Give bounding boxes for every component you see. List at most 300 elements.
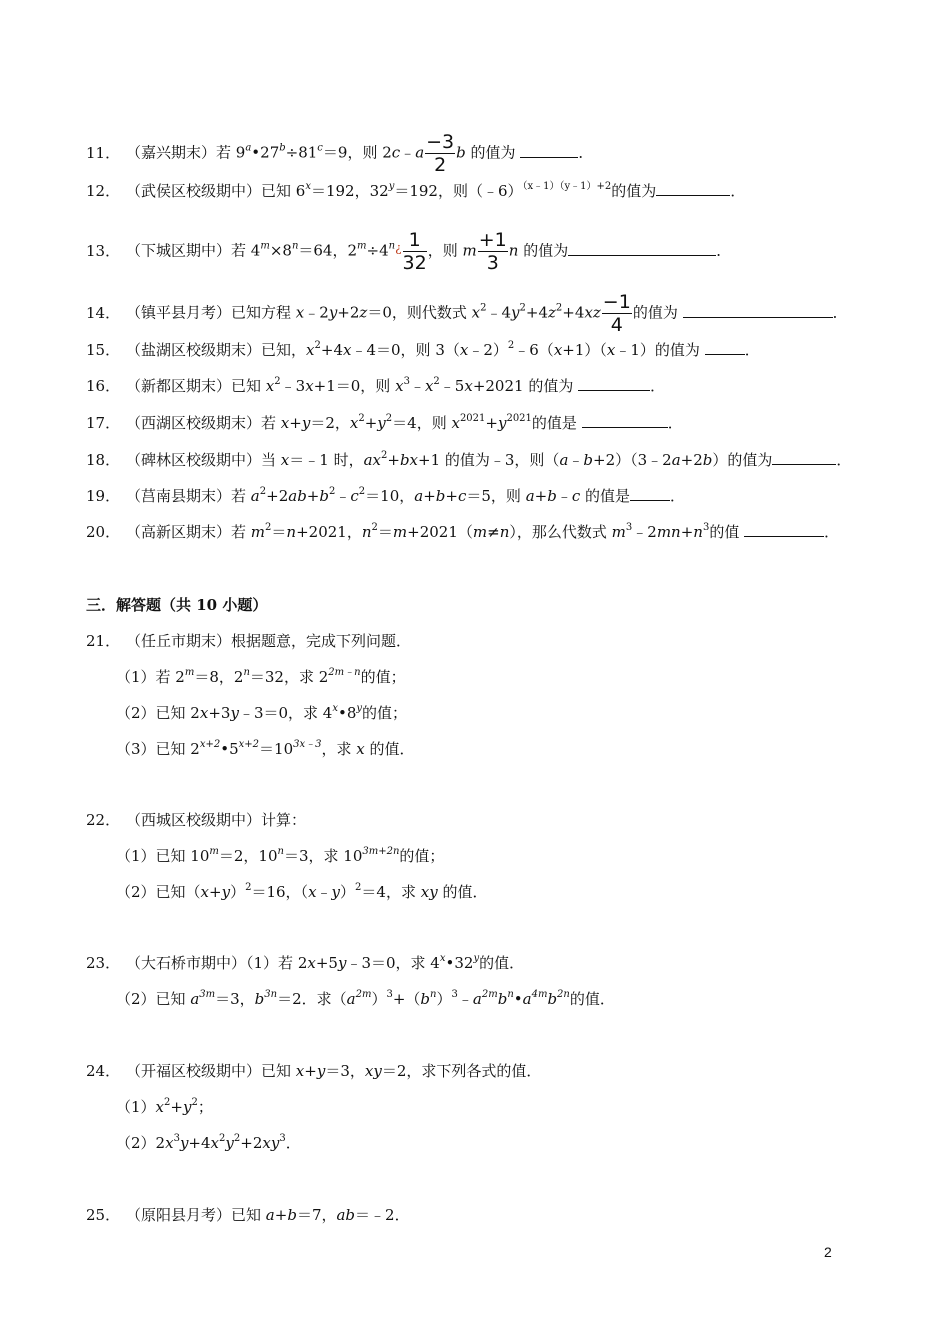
text-segment: 计算： — [261, 811, 307, 829]
question-21-part-1 — [116, 667, 406, 687]
text-segment: +（ — [392, 990, 421, 1008]
text-segment: ×8 — [269, 241, 292, 260]
superscript: 2 — [358, 413, 365, 424]
text-segment: ﹣2） — [468, 341, 508, 359]
text-segment: ﹣ — [568, 451, 584, 469]
superscript: 2 — [358, 486, 366, 497]
superscript: （x﹣1）（y﹣1）+2 — [522, 181, 612, 192]
math-variable: y — [221, 883, 231, 901]
math-variable: m — [462, 241, 477, 260]
text-segment: 当 — [261, 451, 281, 469]
math-variable: x — [606, 341, 616, 359]
text-segment: 24． — [86, 1062, 121, 1080]
answer-blank[interactable] — [656, 181, 730, 196]
text-segment: •5 — [220, 740, 239, 758]
question-18 — [86, 450, 851, 470]
answer-blank[interactable] — [578, 376, 650, 391]
question-12 — [86, 181, 745, 201]
superscript — [260, 241, 269, 252]
math-variable: x — [280, 451, 290, 469]
math-variable: y — [179, 1134, 189, 1152]
text-segment: 已知， — [261, 341, 307, 359]
question-11 — [86, 131, 593, 176]
text-segment: ＝10， — [365, 487, 415, 505]
math-variable: x — [395, 377, 404, 395]
math-variable: a — [250, 487, 260, 505]
superscript — [293, 739, 321, 750]
text-segment: 22． — [86, 811, 121, 829]
text-segment: ﹣ — [400, 143, 416, 162]
text-segment: 12． — [86, 182, 121, 200]
math-variable: y — [182, 1098, 192, 1116]
answer-blank[interactable] — [520, 143, 578, 158]
text-segment: （镇平县月考） — [126, 303, 232, 322]
math-variable: x+2 — [238, 739, 260, 750]
text-segment: 若 9 — [216, 143, 246, 162]
math-variable: b — [319, 487, 329, 505]
page-number: 2 — [824, 1244, 832, 1260]
math-variable: x — [265, 377, 275, 395]
math-variable: x — [295, 303, 305, 322]
text-segment: + — [445, 487, 458, 505]
text-segment: 23． — [86, 954, 121, 972]
math-variable: 2m — [355, 989, 372, 1000]
superscript — [185, 667, 194, 678]
answer-blank[interactable] — [568, 241, 716, 256]
math-variable: m — [392, 523, 408, 541]
text-segment: （西城区校级期中） — [126, 811, 262, 829]
text-segment: 20． — [86, 523, 121, 541]
text-segment: 若 — [231, 487, 251, 505]
math-variable: bx — [399, 451, 418, 469]
text-segment: 的值． — [569, 990, 615, 1008]
text-segment: （嘉兴期末） — [126, 143, 217, 162]
text-segment: ÷4 — [366, 241, 389, 260]
math-variable: x — [451, 414, 460, 432]
text-segment: ＝﹣2． — [355, 1206, 410, 1224]
text-segment: + — [209, 883, 222, 901]
text-segment: ＝16，（ — [251, 883, 309, 901]
math-variable: ab — [336, 1206, 356, 1224]
text-segment: −3 — [426, 131, 455, 153]
text-segment: （开福区校级期中） — [126, 1062, 262, 1080]
math-variable: y — [356, 703, 363, 714]
math-variable: m — [184, 667, 195, 678]
math-variable: y — [328, 303, 338, 322]
superscript: 2 — [480, 302, 487, 314]
text-segment: + — [387, 451, 400, 469]
question-25 — [86, 1205, 410, 1225]
superscript: 2 — [274, 376, 281, 387]
text-segment: ）的值为 — [712, 451, 773, 469]
math-variable: c — [391, 143, 401, 162]
text-segment: 21． — [86, 632, 121, 650]
text-segment: ，则 — [427, 241, 463, 260]
math-variable: m — [357, 240, 367, 252]
text-segment: 的值是 — [580, 487, 631, 505]
math-variable: x — [343, 341, 352, 359]
math-variable: x — [295, 1062, 305, 1080]
math-variable: b — [547, 487, 557, 505]
text-segment: ） — [340, 883, 356, 901]
text-segment: +2）（3﹣2 — [593, 451, 672, 469]
superscript — [200, 739, 220, 750]
math-variable: xy — [420, 883, 438, 901]
math-variable: x — [306, 341, 315, 359]
text-segment: ＝3，求 10 — [283, 847, 363, 865]
text-segment: ＝﹣1 时， — [289, 451, 364, 469]
text-segment: ﹣5 — [439, 377, 465, 395]
math-variable: y — [377, 414, 386, 432]
superscript: 2 — [164, 1097, 171, 1108]
math-variable: a — [522, 990, 532, 1008]
superscript: 2 — [219, 1133, 226, 1144]
question-21-part-2 — [116, 703, 407, 723]
math-variable: y — [511, 303, 520, 322]
text-segment: ＝4，求 — [361, 883, 421, 901]
superscript: 2 — [314, 340, 321, 351]
answer-blank[interactable] — [772, 450, 836, 465]
text-segment: 若 — [231, 523, 251, 541]
superscript: 3 — [173, 1133, 180, 1144]
answer-blank[interactable] — [582, 413, 668, 428]
text-segment: +3 — [208, 704, 231, 722]
text-segment: （西湖区校级期末） — [126, 414, 262, 432]
math-variable: a — [559, 451, 569, 469]
text-segment: +2021， — [296, 523, 362, 541]
text-segment: ＝ — [271, 523, 287, 541]
question-22-part-2 — [116, 882, 487, 902]
text-segment: 2 — [434, 154, 447, 176]
text-segment: ﹣3＝0，求 4 — [238, 704, 333, 722]
text-segment: •32 — [445, 954, 474, 972]
text-segment: 的值； — [360, 668, 406, 686]
math-variable: b — [497, 990, 508, 1008]
text-segment: ﹣4＝0，则 3（ — [351, 341, 460, 359]
math-variable: xy — [364, 1062, 382, 1080]
superscript: 2 — [265, 522, 272, 533]
text-segment: ﹣3 — [280, 377, 306, 395]
text-segment: ． — [285, 1134, 301, 1152]
math-variable: y — [225, 1134, 234, 1152]
superscript: 2 — [233, 1133, 241, 1144]
text-segment: ； — [197, 1098, 213, 1116]
question-20 — [86, 522, 839, 542]
superscript: 3 — [403, 376, 410, 387]
text-segment: ＝10 — [259, 740, 294, 758]
text-segment: ﹣ — [556, 487, 572, 505]
math-variable: n — [286, 523, 297, 541]
text-segment: ＝2．求（ — [277, 990, 347, 1008]
text-segment: ＝2，10 — [218, 847, 278, 865]
math-variable: b — [279, 142, 286, 154]
text-segment: + — [306, 487, 320, 505]
fraction — [403, 229, 427, 274]
text-segment: 的值． — [479, 954, 525, 972]
math-variable: y — [337, 954, 347, 972]
text-segment: ），那么代数式 — [509, 523, 612, 541]
math-variable: c — [571, 487, 581, 505]
fraction — [478, 229, 508, 274]
math-variable: a — [415, 143, 425, 162]
math-variable: a — [414, 487, 424, 505]
text-segment: （下城区期中） — [126, 241, 232, 260]
math-variable: a — [472, 990, 482, 1008]
math-variable: 2m﹣n — [328, 667, 361, 678]
text-segment: ﹣3＝0，求 4 — [346, 954, 440, 972]
text-segment: + — [304, 1062, 317, 1080]
superscript — [362, 846, 399, 857]
text-segment: ÷81 — [285, 143, 318, 162]
superscript: 2 — [433, 376, 440, 387]
text-segment: 32 — [402, 252, 427, 274]
fraction — [602, 291, 632, 336]
text-segment: ＝192，则（﹣6） — [394, 182, 523, 200]
text-segment: + — [485, 414, 498, 432]
text-segment: 已知方程 — [231, 303, 296, 322]
math-variable: x — [199, 704, 209, 722]
math-variable: m — [472, 523, 488, 541]
question-19 — [86, 486, 685, 506]
text-segment: ． — [730, 182, 746, 200]
text-segment: −1 — [602, 291, 631, 313]
superscript: 2 — [371, 522, 378, 533]
text-segment: 若 — [261, 414, 281, 432]
math-variable: b — [583, 451, 594, 469]
text-segment: （碑林区校级期中） — [126, 451, 262, 469]
math-variable: a — [190, 990, 200, 1008]
text-segment: ≠ — [487, 523, 500, 541]
text-segment: 13． — [86, 241, 121, 260]
math-variable: n — [388, 240, 396, 252]
text-segment: ＝8，2 — [194, 668, 244, 686]
superscript: 3 — [625, 522, 633, 533]
text-segment: +1 — [478, 229, 507, 251]
text-segment: ﹣2 — [304, 303, 329, 322]
superscript — [482, 989, 498, 1000]
text-segment: +2 — [266, 487, 289, 505]
math-variable: m — [611, 523, 626, 541]
math-variable: c — [350, 487, 359, 505]
text-segment: +1＝0，则 — [313, 377, 396, 395]
superscript: 3 — [279, 1133, 286, 1144]
text-segment: ） — [230, 883, 246, 901]
text-segment: 4 — [610, 314, 623, 336]
text-segment: （大石桥市期中） — [126, 954, 247, 972]
text-segment: +2021（ — [407, 523, 473, 541]
text-segment: 根据题意，完成下列问题． — [231, 632, 412, 650]
superscript — [328, 667, 360, 678]
question-24-part-1 — [116, 1097, 213, 1117]
text-segment: +1 的值为﹣3，则（ — [418, 451, 560, 469]
text-segment: ＝32，求 2 — [249, 668, 329, 686]
text-segment: ¿ — [395, 240, 402, 255]
text-segment: + — [680, 523, 694, 541]
math-variable: c — [457, 487, 467, 505]
question-23 — [86, 953, 524, 973]
superscript: 3 — [702, 522, 710, 533]
text-segment: 1 — [403, 229, 427, 252]
math-variable: y — [497, 414, 507, 432]
text-segment: ＝4，则 — [392, 414, 452, 432]
math-variable: x — [165, 1134, 174, 1152]
math-variable: y — [388, 181, 395, 192]
text-segment: ． — [670, 487, 686, 505]
text-segment: +2 — [337, 303, 360, 322]
text-segment: （任丘市期末） — [126, 632, 232, 650]
superscript: 2 — [259, 486, 267, 497]
math-variable: x — [308, 883, 317, 901]
text-segment: 16． — [86, 377, 121, 395]
text-segment: +2 — [240, 1134, 263, 1152]
text-segment: （新都区期末） — [126, 377, 232, 395]
math-variable: x — [307, 954, 316, 972]
question-13 — [86, 229, 731, 274]
question-14 — [86, 291, 848, 336]
text-segment: ． — [578, 143, 594, 162]
text-segment: 的值为 — [611, 182, 657, 200]
math-variable: a — [671, 451, 681, 469]
question-24-part-2 — [116, 1133, 301, 1153]
superscript: 2 — [519, 302, 526, 314]
math-variable: mn — [656, 523, 681, 541]
math-variable: z — [359, 303, 368, 322]
text-segment: ＝64，2 — [298, 241, 358, 260]
math-variable: n — [291, 240, 299, 252]
superscript — [264, 989, 277, 1000]
text-segment: 的值． — [437, 883, 488, 901]
math-variable: 4m — [531, 989, 548, 1000]
text-segment: + — [170, 1098, 183, 1116]
math-variable: n — [693, 523, 703, 541]
math-variable: 3m+2n — [362, 846, 400, 857]
math-variable: x — [210, 1134, 220, 1152]
superscript: 3 — [451, 989, 458, 1000]
math-variable: a — [525, 487, 535, 505]
answer-blank[interactable] — [683, 303, 833, 318]
math-variable: x — [155, 1098, 165, 1116]
text-segment: ＝3， — [215, 990, 255, 1008]
text-segment: + — [289, 414, 302, 432]
question-16 — [86, 376, 665, 396]
math-variable: n — [430, 989, 437, 1000]
math-variable: m — [260, 240, 270, 252]
answer-blank[interactable] — [630, 486, 670, 501]
math-variable: a — [245, 142, 252, 154]
text-segment: •27 — [251, 143, 280, 162]
math-variable: b — [420, 990, 431, 1008]
text-segment: ． — [716, 241, 732, 260]
text-segment: （2）已知 2 — [116, 704, 200, 722]
math-variable: y — [331, 883, 341, 901]
math-variable: xy — [262, 1134, 280, 1152]
text-segment: ＝ — [377, 523, 393, 541]
text-segment: ． — [744, 341, 760, 359]
math-variable: x — [280, 414, 290, 432]
question-21-part-3 — [116, 739, 415, 759]
superscript: 3 — [386, 989, 393, 1000]
text-segment: ﹣1）的值为 — [615, 341, 705, 359]
question-24 — [86, 1061, 541, 1081]
math-variable: x — [553, 341, 563, 359]
math-variable: 3n — [264, 989, 278, 1000]
text-segment: ＝3， — [325, 1062, 365, 1080]
text-segment: 17． — [86, 414, 121, 432]
superscript: 2021 — [459, 413, 486, 424]
math-variable: xz — [584, 303, 601, 322]
superscript — [199, 989, 215, 1000]
math-variable: b — [254, 990, 265, 1008]
text-segment: （莒南县期末） — [126, 487, 232, 505]
text-segment: ﹣ — [457, 990, 473, 1008]
text-segment: +4 — [525, 303, 549, 322]
text-segment: 的值是 — [531, 414, 582, 432]
math-variable: b — [287, 1206, 297, 1224]
math-variable: y — [316, 1062, 326, 1080]
text-segment: ＝192，32 — [310, 182, 389, 200]
superscript: 2 — [555, 302, 563, 314]
math-variable: a — [265, 1206, 275, 1224]
text-segment: ﹣2 — [632, 523, 657, 541]
math-variable: x — [349, 414, 359, 432]
text-segment: + — [364, 414, 378, 432]
fraction — [425, 131, 455, 176]
text-segment: 的值． — [364, 740, 415, 758]
text-segment: （1）若 2 — [116, 668, 185, 686]
superscript — [357, 241, 366, 252]
text-segment: +2 — [680, 451, 703, 469]
text-segment: ﹣ — [409, 377, 425, 395]
text-segment: 的值为 — [632, 303, 683, 322]
text-segment: 若 4 — [231, 241, 261, 260]
text-segment: 3 — [486, 252, 499, 274]
text-segment: （1）已知 10 — [116, 847, 210, 865]
text-segment: + — [274, 1206, 288, 1224]
math-variable: ab — [288, 487, 307, 505]
text-segment: +4 — [562, 303, 585, 322]
text-segment: 11． — [86, 143, 121, 162]
text-segment: ＝5，则 — [466, 487, 526, 505]
text-segment: 的值； — [399, 847, 445, 865]
text-segment: （1）若 2 — [246, 954, 308, 972]
text-segment: ） — [371, 990, 387, 1008]
math-variable: m — [250, 523, 266, 541]
math-variable: ax — [363, 451, 381, 469]
math-variable: n — [508, 241, 519, 260]
text-segment: 的值为 — [465, 143, 521, 162]
question-23-part-2 — [116, 989, 615, 1009]
text-segment: 15． — [86, 341, 121, 359]
text-segment: ＝2， — [310, 414, 350, 432]
math-variable: n — [277, 846, 284, 857]
text-segment: 已知 — [231, 377, 266, 395]
text-segment: +5 — [315, 954, 338, 972]
answer-blank[interactable] — [705, 340, 745, 355]
text-segment: （武侯区校级期中） — [126, 182, 262, 200]
question-17 — [86, 413, 683, 433]
math-variable: 3x﹣3 — [293, 739, 322, 750]
answer-blank[interactable] — [744, 522, 824, 537]
text-segment: （2）已知 — [116, 990, 191, 1008]
math-variable: x — [471, 303, 481, 322]
superscript: 2 — [245, 882, 252, 893]
text-segment: （3）已知 2 — [116, 740, 200, 758]
text-segment: + — [423, 487, 436, 505]
text-segment: 18． — [86, 451, 121, 469]
superscript — [532, 989, 548, 1000]
superscript: 2021 — [506, 413, 532, 424]
math-variable: a — [346, 990, 356, 1008]
